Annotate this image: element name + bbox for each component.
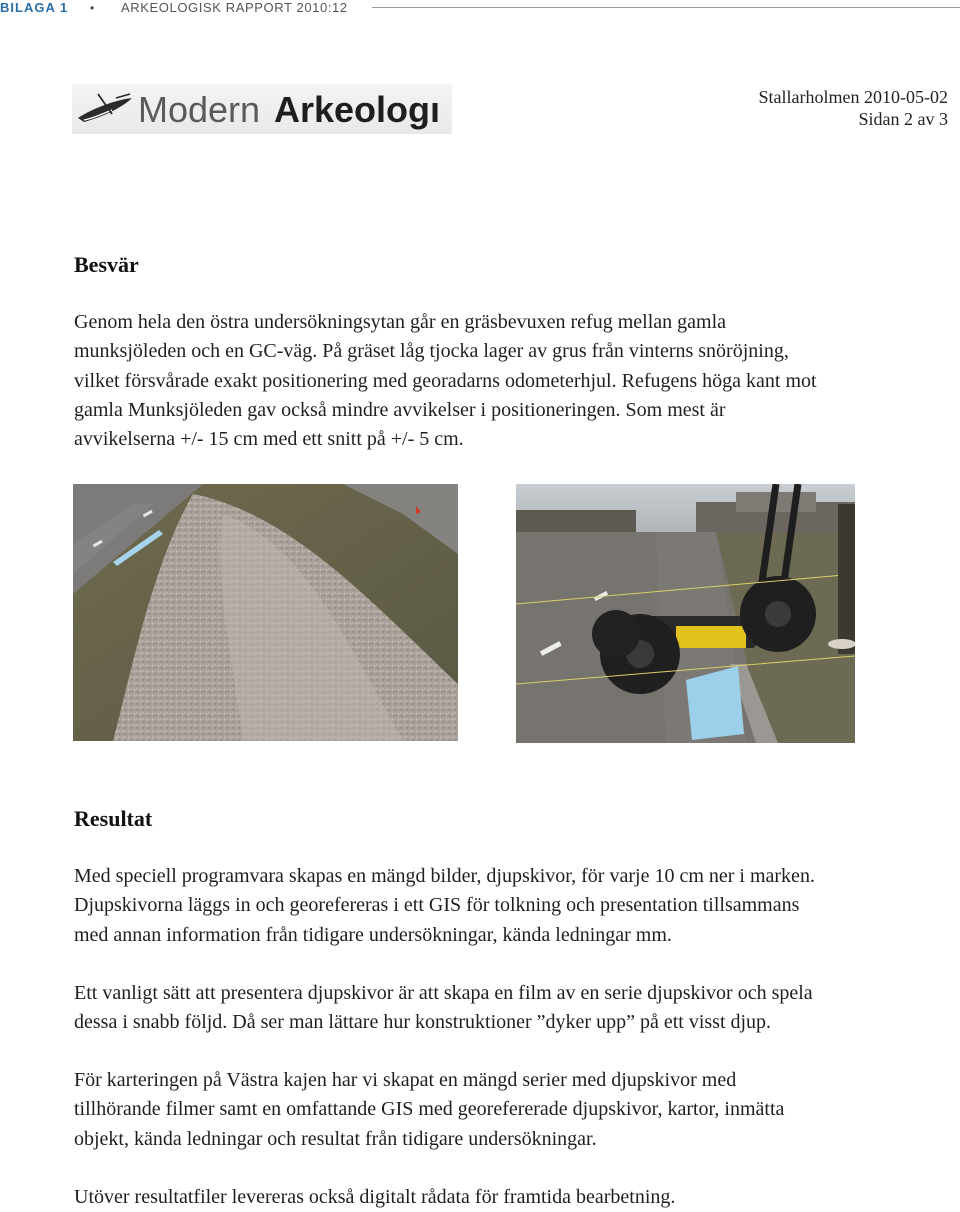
logo-text-bold: Arkeologı [274, 89, 441, 130]
text-line: avvikelserna +/- 15 cm med ett snitt på +/- 5 cm. [74, 428, 464, 451]
company-logo [72, 84, 452, 134]
section-heading-resultat: Resultat [74, 806, 153, 831]
running-header [0, 0, 960, 16]
resultat-paragraph-1 [74, 862, 815, 950]
text-line: objekt, kända ledningar och resultat från tidigare undersökningar. [74, 1127, 597, 1150]
section-heading-besvar: Besvär [74, 252, 139, 277]
photo-georadar-cart [516, 484, 855, 743]
text-line: Med speciell programvara skapas en mängd bilder, djupskivor, för varje 10 cm ner i marken. [74, 865, 815, 887]
place-date: Stallarholmen 2010-05-02 [758, 87, 948, 107]
text-line: Genom hela den östra undersökningsytan går en gräsbevuxen refug mellan gamla [74, 311, 727, 333]
document-meta [759, 86, 948, 130]
page-number: Sidan 2 av 3 [858, 109, 948, 129]
header-separator-dot: • [90, 1, 95, 15]
resultat-paragraph-4 [74, 1183, 675, 1212]
text-line: munksjöleden och en GC-väg. På gräset låg tjocka lager av grus från vinterns snöröjning, [74, 340, 789, 363]
logo-text-light: Modern [138, 89, 261, 130]
appendix-label: BILAGA 1 [0, 0, 69, 15]
text-line: dessa i snabb följd. Då ser man lättare hur konstruktioner ”dyker upp” på ett visst djup. [74, 1011, 772, 1034]
besvar-paragraph [74, 308, 817, 454]
text-line: Ett vanligt sätt att presentera djupskivor är att skapa en film av en serie djupskivor och spela [74, 982, 813, 1004]
text-line: gamla Munksjöleden gav också mindre avvikelser i positioneringen. Som mest är [74, 398, 726, 421]
resultat-paragraph-3 [74, 1066, 784, 1154]
text-line: Djupskivorna läggs in och georefereras i ett GIS för tolkning och presentation tillsammans [74, 894, 800, 917]
header-rule [372, 7, 960, 8]
text-line: Utöver resultatfiler levereras också digitalt rådata för framtida bearbetning. [74, 1186, 676, 1208]
resultat-paragraph-2 [74, 979, 813, 1038]
report-title: ARKEOLOGISK RAPPORT 2010:12 [121, 0, 348, 15]
text-line: vilket försvårade exakt positionering med georadarns odometerhjul. Refugens höga kant mot [74, 369, 817, 392]
text-line: tillhörande filmer samt en omfattande GIS med georefererade djupskivor, kartor, inmätta [74, 1098, 785, 1121]
photo-gravel-median [73, 484, 458, 741]
text-line: För karteringen på Västra kajen har vi skapat en mängd serier med djupskivor med [74, 1069, 737, 1091]
text-line: med annan information från tidigare undersökningar, kända ledningar mm. [74, 923, 672, 946]
trowel-logo-icon [78, 94, 132, 122]
